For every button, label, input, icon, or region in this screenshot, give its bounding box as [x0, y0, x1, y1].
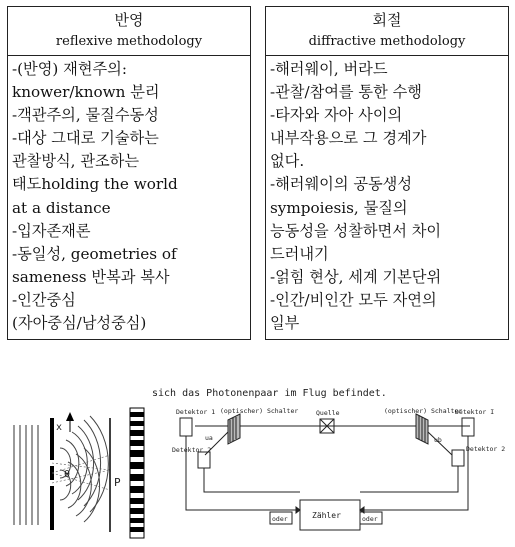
- plane-waves: [14, 425, 38, 525]
- p-label: P: [114, 476, 121, 489]
- detector-1-label: Detektor 1: [176, 408, 216, 416]
- detector-2-right-box: [452, 450, 464, 466]
- diffractive-line: -얽힘 현상, 세계 기본단위: [270, 267, 442, 286]
- oder-left-label: oder: [272, 515, 288, 523]
- reflexive-line: -인간중심: [12, 290, 76, 309]
- reflexive-line: knower/known 분리: [12, 83, 160, 102]
- reflexive-title: 반영: [114, 11, 144, 29]
- diffractive-title: 회절: [372, 11, 402, 29]
- reflexive-line: (자아중심/남성중심): [12, 314, 147, 333]
- reflexive-line: -동일성, geometries of: [12, 244, 177, 263]
- diffractive-line: 드러내기: [270, 244, 329, 263]
- reflexive-line: -입자존재론: [12, 221, 91, 240]
- zaehler-label: Zähler: [312, 511, 341, 520]
- reflexive-line: 관찰방식, 관조하는: [12, 152, 140, 171]
- optical-switch-left-label: (optischer) Schalter: [220, 407, 299, 415]
- optical-switch-left: [228, 414, 240, 444]
- detector-2-left-label: Detektor 2: [172, 446, 212, 454]
- theta-label: θ: [64, 469, 71, 480]
- diffractive-subtitle: diffractive methodology: [308, 34, 466, 49]
- loop-right-inner: [360, 466, 458, 492]
- diffractive-body: [266, 56, 508, 339]
- diffractive-line: -타자와 자아 사이의: [270, 106, 403, 125]
- arrow-left: [296, 507, 300, 513]
- apparatus-labels: [172, 407, 505, 523]
- reflexive-line: -대상 그대로 기술하는: [12, 129, 159, 148]
- optical-switch-right-label: (optischer) Schalter: [384, 407, 463, 415]
- fringe-pattern: [130, 408, 144, 538]
- detector-2-right-label: Detektor 2: [466, 445, 506, 453]
- quelle-label: Quelle: [316, 409, 340, 417]
- diffractive-line: -해러웨이, 버라드: [270, 60, 388, 78]
- diffractive-line: sympoiesis, 물질의: [270, 198, 408, 217]
- reflexive-table: [7, 6, 251, 340]
- loop-right-outer: [360, 436, 468, 510]
- diffractive-line: 일부: [270, 314, 300, 333]
- reflexive-body: [8, 56, 250, 339]
- reflexive-header: [8, 7, 250, 56]
- detector-2-left-box: [198, 452, 210, 468]
- diffractive-line: -관찰/참여를 통한 수행: [270, 83, 422, 102]
- diffractive-line: 없다.: [270, 152, 305, 171]
- diffractive-header: [266, 7, 508, 56]
- detector-right-box: [462, 418, 474, 436]
- reflexive-subtitle: reflexive methodology: [55, 34, 203, 49]
- ua-label: ua: [205, 434, 213, 442]
- detector-right-label: Detektor I: [455, 408, 495, 416]
- diffractive-line: 내부작용으로 그 경계가: [270, 129, 427, 148]
- diffractive-line: -해러웨이의 공동생성: [270, 175, 412, 194]
- reflexive-line: -(반영) 재현주의:: [12, 60, 127, 78]
- apparatus-caption: sich das Photonenpaar im Flug befindet.: [152, 388, 387, 399]
- loop-left-inner: [204, 468, 300, 492]
- figures: [0, 380, 515, 547]
- reflexive-line: -객관주의, 물질수동성: [12, 106, 159, 125]
- oder-right-label: oder: [362, 515, 378, 523]
- diffractive-line: 능동성을 성찰하면서 차이: [270, 221, 442, 240]
- optical-switch-right: [416, 414, 428, 444]
- x-axis-arrow: [66, 412, 74, 432]
- reflexive-line: sameness 반복과 복사: [12, 267, 170, 286]
- detector-1-box: [180, 418, 192, 436]
- double-slit-diagram: [14, 408, 144, 538]
- ub-label: ub: [434, 436, 442, 444]
- diffractive-line: -인간/비인간 모두 자연의: [270, 290, 437, 309]
- diffractive-table: [265, 6, 509, 340]
- x-label: x: [56, 422, 63, 433]
- reflexive-line: at a distance: [12, 198, 111, 217]
- reflexive-line: 태도holding the world: [12, 175, 178, 194]
